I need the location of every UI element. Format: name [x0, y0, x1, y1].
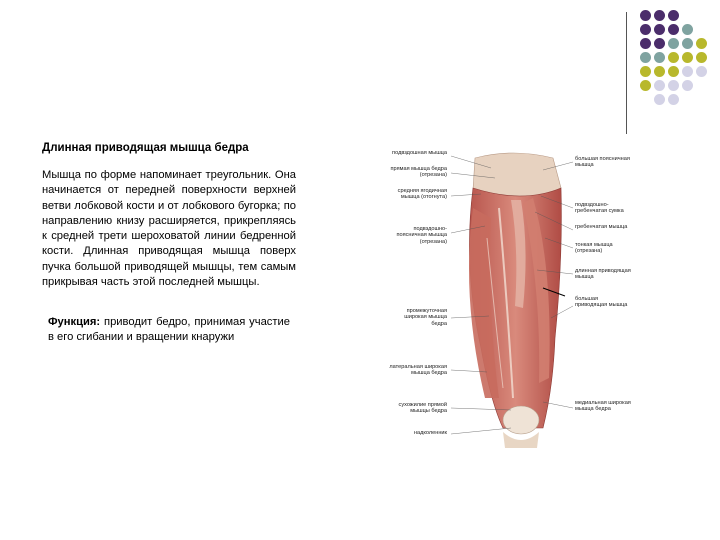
decorative-dot: [654, 52, 665, 63]
figure-label: большая поясничная мышца: [575, 156, 630, 169]
figure-label: промежуточная широкая мышца бедра: [404, 308, 447, 327]
figure-label: медиальная широкая мышца бедра: [575, 400, 631, 413]
figure-label: надколенник: [413, 430, 447, 436]
figure-label: гребенчатая мышца: [575, 224, 628, 230]
decorative-dot: [640, 66, 651, 77]
function-label: Функция:: [48, 316, 101, 328]
decorative-dot: [640, 52, 651, 63]
decorative-dot: [654, 10, 665, 21]
decorative-dot: [654, 24, 665, 35]
decorative-dot: [668, 80, 679, 91]
figure-label: длинная приводящая мышца: [575, 268, 631, 281]
decorative-dot: [668, 52, 679, 63]
figure-label: тонкая мышца (отрезана): [575, 242, 613, 255]
decorative-dot: [668, 66, 679, 77]
decorative-dot: [682, 52, 693, 63]
function-text: приводит бедро, принимая участие в его сгибании и вращении кнаружи: [48, 316, 290, 343]
decorative-dot: [682, 24, 693, 35]
decorative-dot: [654, 66, 665, 77]
anatomy-figure: [389, 148, 633, 456]
decorative-dot: [682, 80, 693, 91]
decorative-dot-grid: [640, 10, 720, 120]
decorative-dot: [682, 38, 693, 49]
figure-label: латеральная широкая мышца бедра: [389, 364, 447, 377]
figure-label: сухожилие прямой мышцы бедра: [398, 402, 447, 415]
decorative-dot: [654, 94, 665, 105]
decorative-dot: [668, 24, 679, 35]
description-paragraph: Мышца по форме напоминает треугольник. Она начинается от передней поверхности верхней ветви лобковой кости и от лобкового бугорка; по направлению книзу расширяется, прикрепляясь к средней трети шероховатой линии бедренной кости. Длинная приводящая мышца поверх пучка большой приводящей мышцы, тем самым прикрывая часть этой последней мышцы.: [42, 169, 296, 289]
decorative-dot: [668, 10, 679, 21]
decorative-dot: [668, 94, 679, 105]
decorative-vertical-line: [626, 12, 627, 134]
decorative-dot: [696, 38, 707, 49]
figure-label: прямая мышца бедра (отрезана): [390, 166, 447, 179]
decorative-dot: [668, 38, 679, 49]
decorative-dot: [654, 80, 665, 91]
figure-label: большая приводящая мышца: [575, 296, 628, 309]
figure-label: подвздошно-поясничная мышца (отрезана): [396, 226, 447, 245]
function-paragraph: [48, 315, 290, 345]
figure-label: средняя ягодичная мышца (отогнута): [397, 188, 447, 201]
decorative-dot: [640, 38, 651, 49]
decorative-dot: [640, 80, 651, 91]
decorative-dot: [682, 66, 693, 77]
figure-label: подвздошно-гребенчатая сумка: [575, 202, 624, 215]
decorative-dot: [640, 10, 651, 21]
decorative-dot: [654, 38, 665, 49]
decorative-dot: [696, 66, 707, 77]
decorative-dot: [696, 52, 707, 63]
slide-title: Длинная приводящая мышца бедра: [42, 142, 249, 154]
decorative-dot: [640, 24, 651, 35]
figure-label: подвздошная мышца: [392, 150, 447, 156]
